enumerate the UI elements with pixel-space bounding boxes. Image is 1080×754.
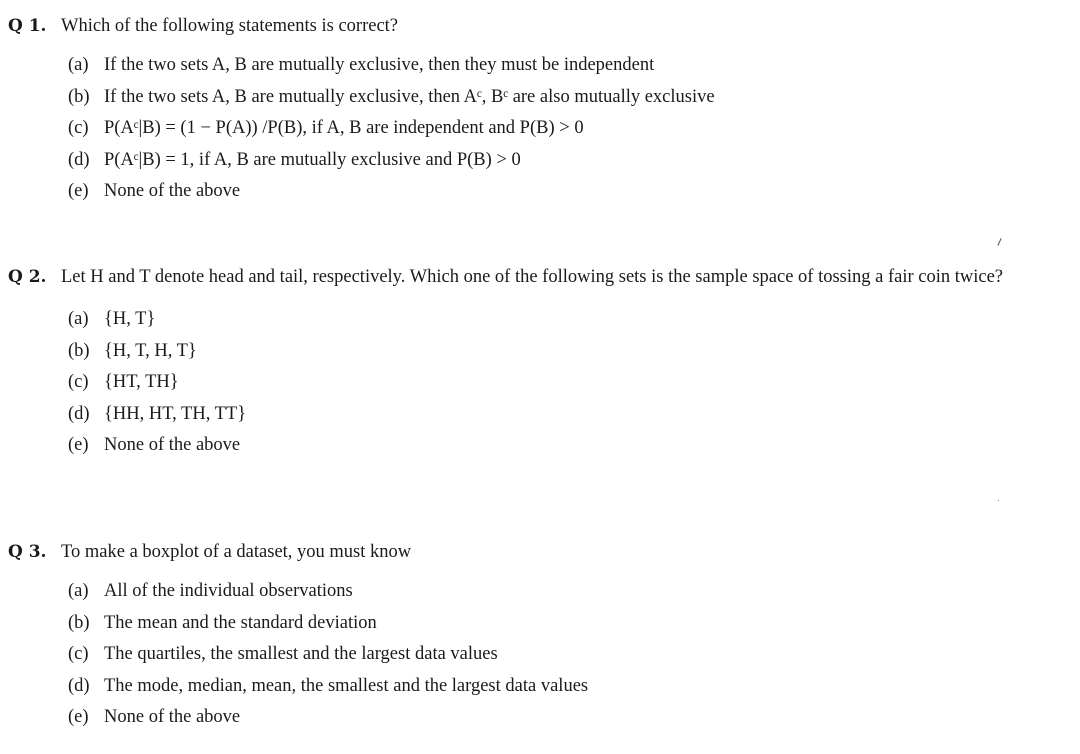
option-e [0,180,1060,212]
options-list [0,308,1060,466]
option-c [0,117,1060,149]
option-text: All of the individual observations [104,581,353,601]
option-label: (b) [68,612,90,633]
option-label: (a) [68,581,89,601]
question-header [0,265,1060,289]
option-b [0,612,1060,644]
option-text: {H, T, H, T} [104,340,197,361]
option-b [0,86,1060,118]
option-d [0,403,1060,435]
option-label: (e) [68,707,89,728]
option-text: None of the above [104,181,241,202]
option-label: (b) [68,86,90,107]
option-label: (c) [68,372,89,393]
question-header [0,540,1060,564]
option-d [0,149,1060,181]
option-label: (a) [68,55,89,75]
stray-dot-mark [998,500,999,501]
option-c [0,371,1060,403]
question-text: Let H and T denote head and tail, respectively. Which one of the following sets is the sample space of tossing a fair coin twice? [61,267,1004,287]
question-1 [0,14,1060,212]
option-label: (c) [68,118,89,139]
option-label: (c) [68,644,89,665]
option-text: If the two sets A, B are mutually exclusive, then Aᶜ, Bᶜ are also mutually exclusive [104,86,715,107]
option-label: (d) [68,403,90,424]
question-number: Q 1. [8,16,47,36]
option-text: None of the above [104,435,241,456]
option-text: If the two sets A, B are mutually exclusive, then they must be independent [104,55,655,75]
option-text: {H, T} [104,309,156,329]
option-d [0,675,1060,707]
option-label: (e) [68,181,89,202]
question-3 [0,540,1060,738]
option-text: {HH, HT, TH, TT} [104,403,247,424]
question-text: To make a boxplot of a dataset, you must know [61,542,412,562]
option-label: (e) [68,435,89,456]
option-label: (a) [68,309,89,329]
option-text: P(Aᶜ|B) = 1, if A, B are mutually exclusive and P(B) > 0 [104,149,521,170]
option-e [0,434,1060,466]
question-text: Which of the following statements is correct? [61,16,399,36]
question-number: Q 2. [8,267,47,287]
option-a [0,308,1060,340]
question-header [0,14,1060,38]
option-text: The mode, median, mean, the smallest and the largest data values [104,675,589,696]
options-list [0,580,1060,738]
stray-tick-mark [997,238,1001,246]
question-number: Q 3. [8,542,47,562]
option-a [0,580,1060,612]
option-label: (d) [68,149,90,170]
option-a [0,54,1060,86]
option-label: (b) [68,340,90,361]
option-text: The mean and the standard deviation [104,612,377,633]
option-text: P(Aᶜ|B) = (1 − P(A)) /P(B), if A, B are independent and P(B) > 0 [104,118,584,139]
option-b [0,340,1060,372]
option-c [0,643,1060,675]
option-text: None of the above [104,707,241,728]
question-2 [0,265,1060,466]
option-label: (d) [68,675,90,696]
options-list [0,54,1060,212]
option-e [0,706,1060,738]
option-text: The quartiles, the smallest and the largest data values [104,644,498,665]
option-text: {HT, TH} [104,372,179,393]
